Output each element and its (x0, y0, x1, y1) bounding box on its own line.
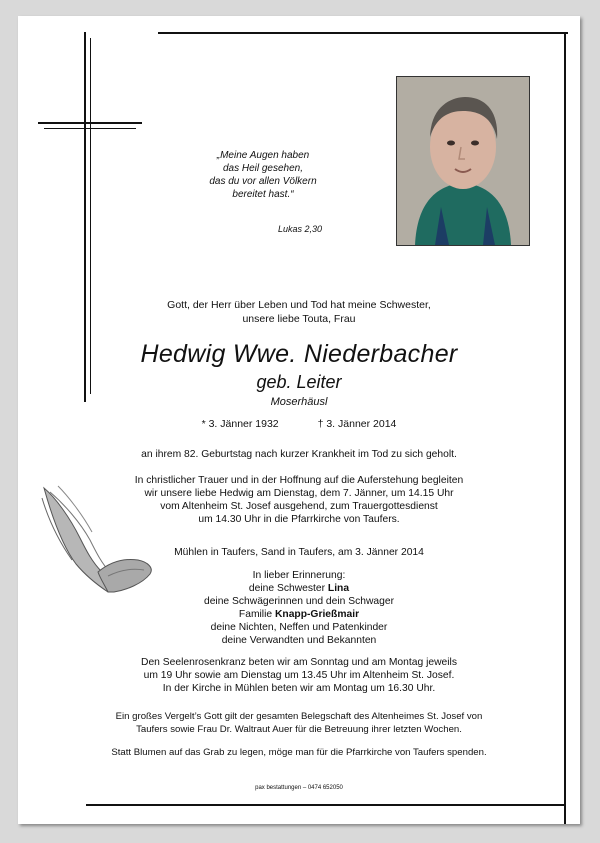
life-dates (18, 418, 580, 430)
intro-line: Gott, der Herr über Leben und Tod hat meine Schwester, (167, 299, 431, 311)
top-border-line (158, 32, 568, 34)
mourner-relatives: deine Verwandten und Bekannten (221, 635, 377, 646)
rosary-line: Den Seelenrosenkranz beten wir am Sonntag und am Montag jeweils (141, 657, 457, 668)
bottom-border-line (86, 804, 566, 806)
quote-line: „Meine Augen haben (216, 150, 310, 161)
mourner-family: Familie Knapp-Grießmair (238, 609, 360, 620)
portrait-photo (396, 76, 530, 246)
cross-horizontal-line (38, 122, 142, 124)
intro-text (18, 298, 580, 326)
thanks-line: Ein großes Vergelt’s Gott gilt der gesamten Belegschaft des Altenheimes St. Josef von (115, 711, 483, 722)
birth-date: * 3. Jänner 1932 (201, 418, 279, 430)
obituary-page (18, 16, 580, 824)
donation-note: Statt Blumen auf das Grab zu legen, möge man für die Pfarrkirche von Taufers spenden. (111, 747, 487, 758)
bible-quote (178, 149, 348, 201)
funeral-home-footer: pax bestattungen – 0474 652050 (255, 785, 343, 791)
praying-hands-icon (38, 484, 158, 604)
rosary-line: In der Kirche in Mühlen beten wir am Montag um 16.30 Uhr. (162, 683, 436, 694)
quote-line: das du vor allen Völkern (209, 176, 317, 187)
mourner-nieces: deine Nichten, Neffen und Patenkinder (210, 622, 388, 633)
rosary-line: um 19 Uhr sowie am Dienstag um 13.45 Uhr im Altenheim St. Josef. (143, 670, 455, 681)
quote-line: bereitet hast.“ (232, 189, 294, 200)
mourners-heading: In lieber Erinnerung: (252, 570, 346, 581)
intro-line: unsere liebe Touta, Frau (242, 313, 356, 325)
funeral-line: wir unsere liebe Hedwig am Dienstag, dem 7. Jänner, um 14.15 Uhr (144, 488, 454, 499)
rosary-info (18, 656, 580, 695)
place-date-line: Mühlen in Taufers, Sand in Taufers, am 3. Jänner 2014 (174, 547, 424, 558)
mourner-sister: deine Schwester Lina (248, 583, 350, 594)
cross-horizontal-line-inner (44, 128, 136, 129)
funeral-line: In christlicher Trauer und in der Hoffnung auf die Auferstehung begleiten (134, 475, 464, 486)
house-name: Moserhäusl (270, 396, 328, 408)
thanks-line: Taufers sowie Frau Dr. Waltraut Auer für die Betreuung ihrer letzten Wochen. (136, 724, 462, 735)
quote-reference: Lukas 2,30 (278, 224, 323, 234)
thanks-text (18, 710, 580, 736)
funeral-line: um 14.30 Uhr in die Pfarrkirche von Taufers. (198, 514, 400, 525)
quote-line: das Heil gesehen, (222, 163, 304, 174)
maiden-name: geb. Leiter (256, 372, 342, 392)
deceased-name: Hedwig Wwe. Niederbacher (140, 340, 458, 368)
mourner-in-laws: deine Schwägerinnen und dein Schwager (203, 596, 395, 607)
funeral-line: vom Altenheim St. Josef ausgehend, zum Trauergottesdienst (160, 501, 438, 512)
death-notice: an ihrem 82. Geburtstag nach kurzer Krankheit im Tod zu sich geholt. (141, 449, 457, 460)
death-date: † 3. Jänner 2014 (317, 418, 397, 430)
